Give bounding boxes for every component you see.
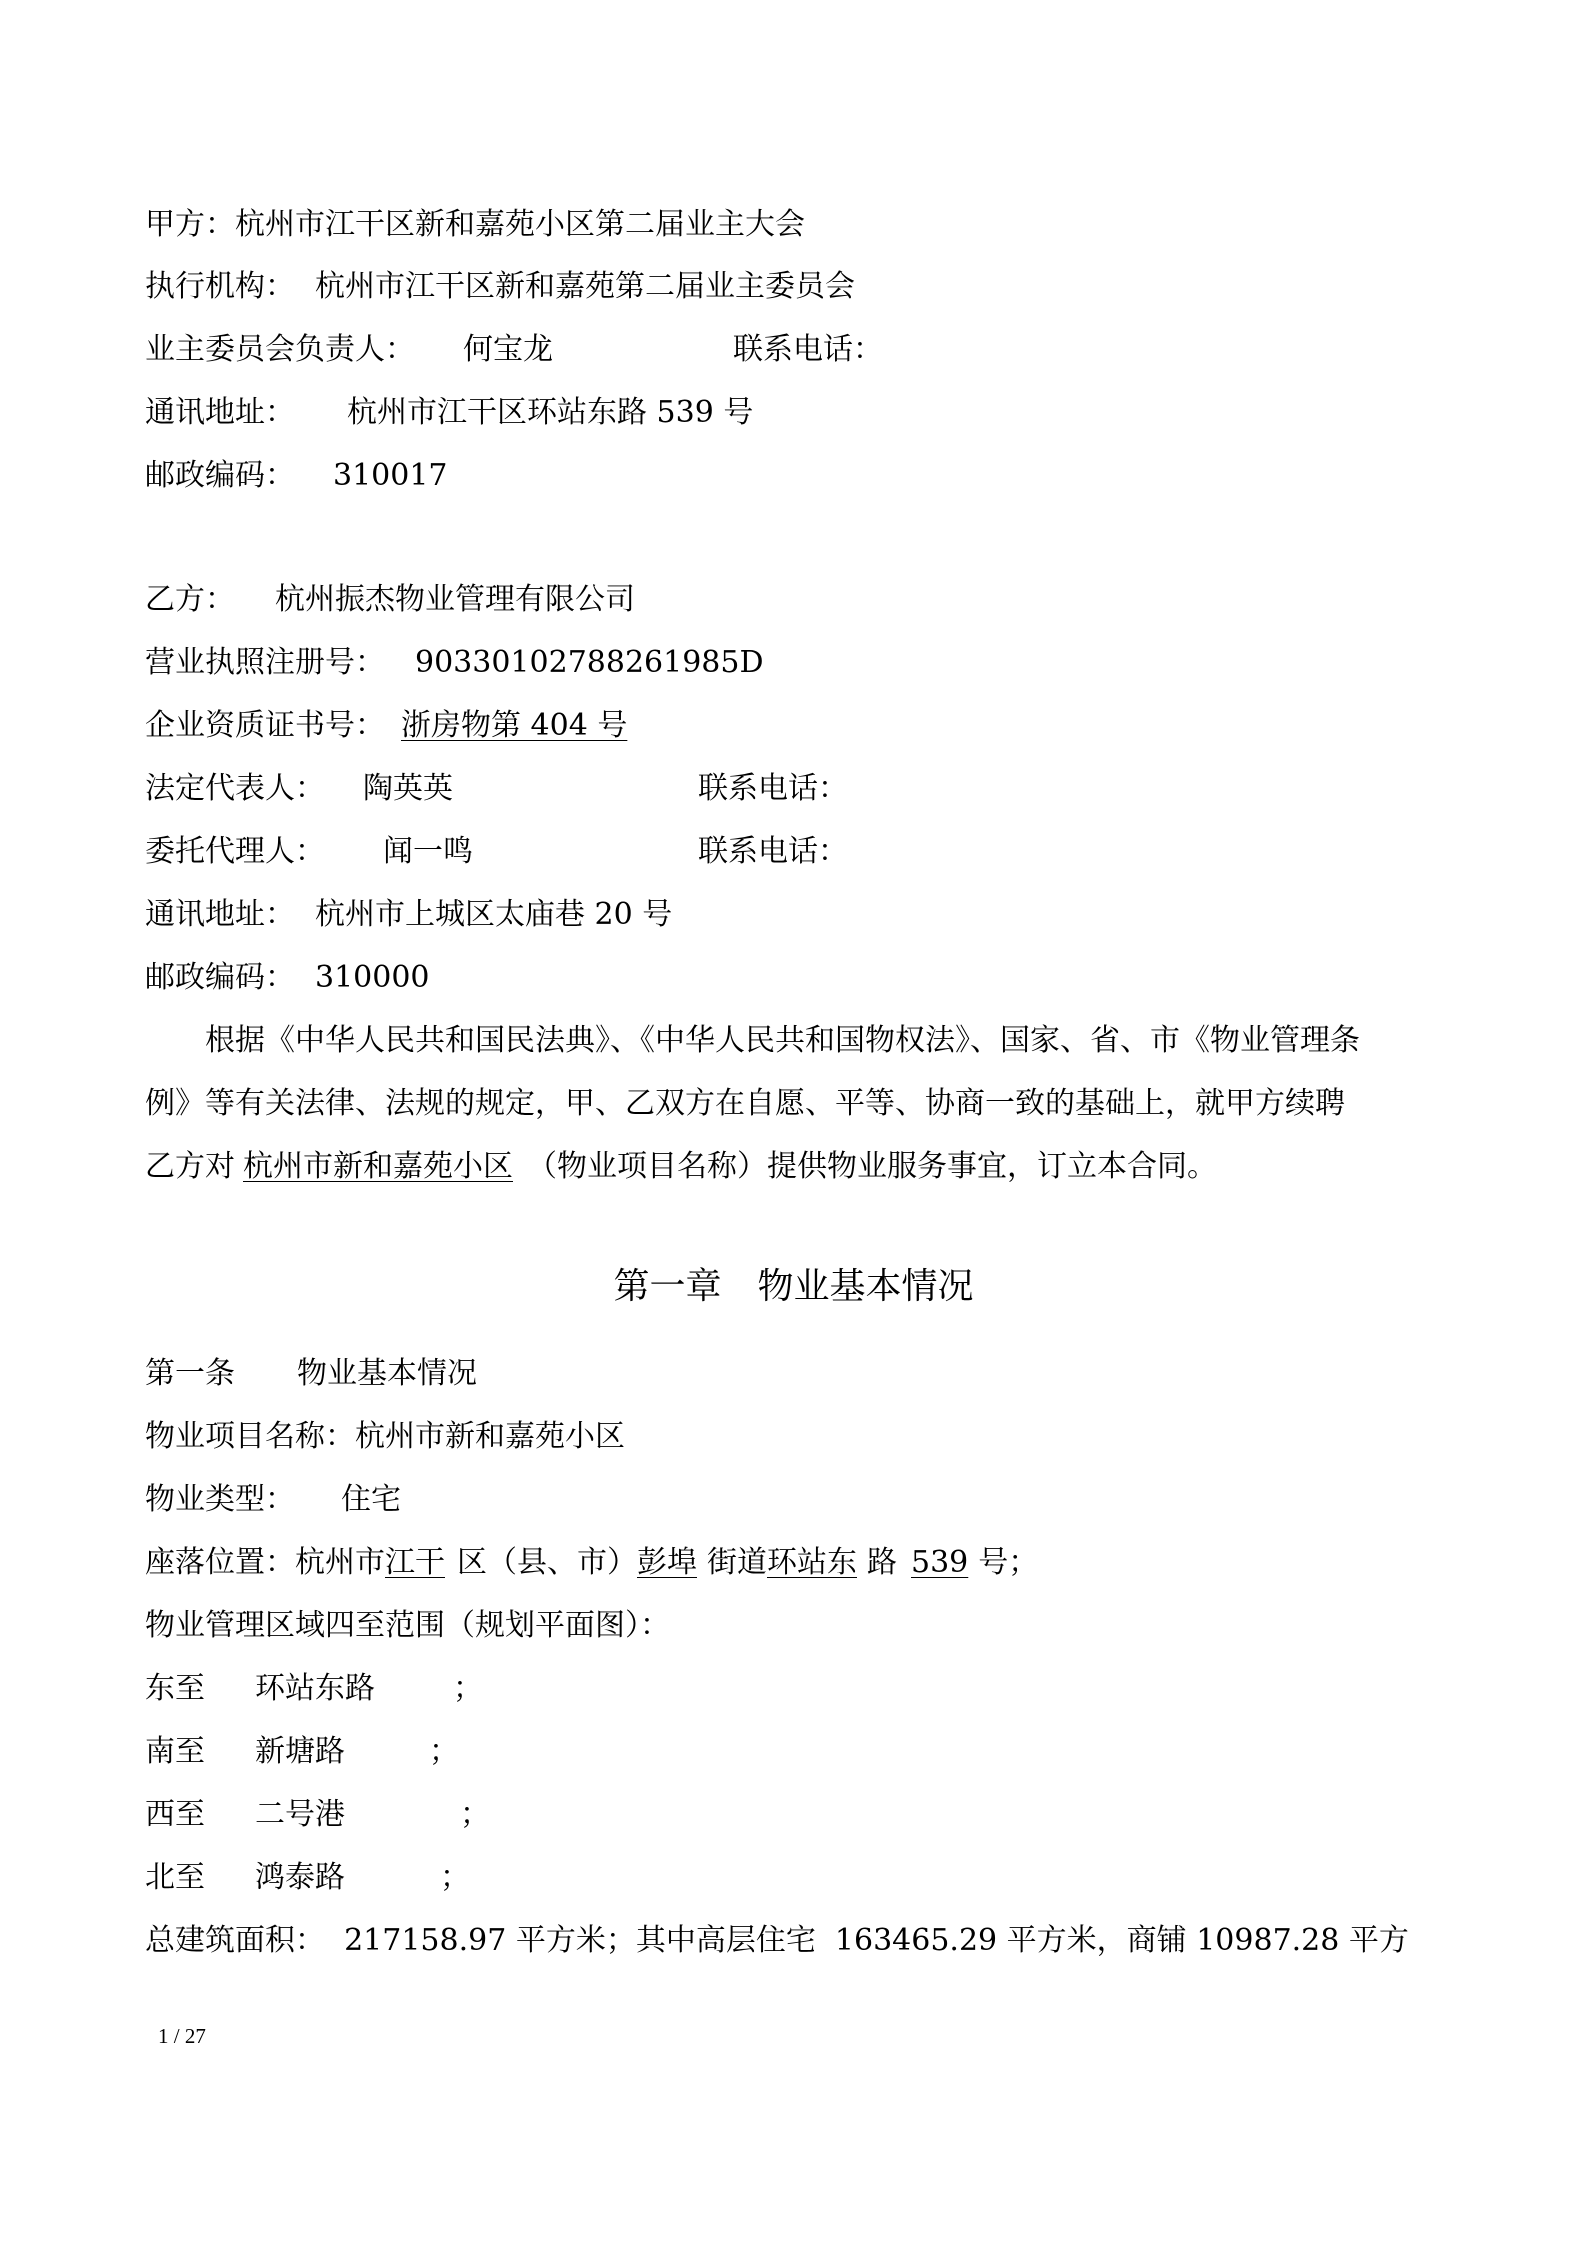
license-line [145, 643, 764, 683]
party-b-postcode: 310000 [315, 960, 430, 995]
location-text-3: 路 [867, 1545, 897, 1580]
party-a-phone-label: 联系电话： [733, 332, 883, 367]
party-b-name: 杭州振杰物业管理有限公司 [275, 582, 635, 617]
west-boundary-line [145, 1795, 490, 1835]
party-b-address: 杭州市上城区太庙巷 20 号 [315, 897, 673, 932]
qualification-label: 企业资质证书号： [145, 708, 385, 743]
project-name-line [145, 1417, 625, 1457]
location-district: 江干 [385, 1545, 445, 1580]
party-a-postcode: 310017 [333, 458, 448, 493]
south-boundary-line [145, 1732, 459, 1772]
agent-phone-label: 联系电话： [698, 834, 848, 869]
license-label: 营业执照注册号： [145, 645, 385, 680]
party-b-address-label: 通讯地址： [145, 897, 295, 932]
location-text-4: 号； [978, 1545, 1039, 1580]
south-label: 南至 [145, 1734, 205, 1769]
qualification-line [145, 706, 665, 746]
exec-body-label: 执行机构： [145, 269, 295, 304]
preamble-line-1: 根据《中华人民共和国民法典》、《中华人民共和国物权法》、国家、省、市《物业管理条 [205, 1023, 1360, 1058]
boundary-label: 物业管理区域四至范围（规划平面图）： [145, 1608, 670, 1643]
preamble-project-name: 杭州市新和嘉苑小区 [243, 1149, 513, 1184]
total-area-line: 总建筑面积： 217158.97 平方米；其中高层住宅 163465.29 平方米，商铺 10987.28 平方 [145, 1923, 1409, 1958]
owner-committee-head: 何宝龙 [463, 332, 553, 367]
preamble-line-2: 例》等有关法律、法规的规定，甲、乙双方在自愿、平等、协商一致的基础上，就甲方续聘 [145, 1086, 1345, 1121]
article-heading-text: 物业基本情况 [297, 1356, 477, 1391]
property-type-value: 住宅 [341, 1482, 401, 1517]
article-number: 第一条 [145, 1356, 235, 1391]
legal-rep-name: 陶英英 [363, 771, 453, 806]
exec-body-value: 杭州市江干区新和嘉苑第二届业主委员会 [315, 269, 855, 304]
south-value: 新塘路 [255, 1734, 345, 1769]
party-a-address-label: 通讯地址： [145, 395, 295, 430]
agent-line [145, 832, 848, 872]
party-b-postcode-label: 邮政编码： [145, 960, 295, 995]
agent-name: 闻一鸣 [383, 834, 473, 869]
license-number: 90330102788261985D [415, 645, 764, 680]
party-b-label: 乙方： [145, 582, 235, 617]
location-street: 彭埠 [637, 1545, 697, 1580]
legal-rep-label: 法定代表人： [145, 771, 325, 806]
party-b-address-line [145, 895, 672, 935]
party-a-label: 甲方： [145, 207, 235, 242]
qualification-number: 浙房物第 404 号 [401, 708, 628, 743]
article-1-heading [145, 1354, 477, 1394]
west-semicolon: ； [460, 1797, 490, 1832]
property-type-line [145, 1480, 401, 1520]
party-a-postcode-line [145, 456, 448, 496]
south-semicolon: ； [429, 1734, 459, 1769]
preamble-suffix: （物业项目名称）提供物业服务事宜，订立本合同。 [527, 1149, 1217, 1184]
north-semicolon: ； [440, 1860, 470, 1895]
east-semicolon: ； [453, 1671, 483, 1706]
east-boundary-line [145, 1669, 483, 1709]
property-type-label: 物业类型： [145, 1482, 295, 1517]
location-number: 539 [911, 1545, 969, 1580]
exec-body-line [145, 267, 855, 307]
party-a-address-line [145, 393, 753, 433]
party-a-line [145, 205, 805, 245]
north-value: 鸿泰路 [255, 1860, 345, 1895]
west-value: 二号港 [255, 1797, 345, 1832]
party-a-postcode-label: 邮政编码： [145, 458, 295, 493]
north-boundary-line [145, 1858, 470, 1898]
east-value: 环站东路 [255, 1671, 375, 1706]
party-b-postcode-line [145, 958, 430, 998]
party-b-line [145, 580, 635, 620]
legal-rep-line [145, 769, 848, 809]
agent-label: 委托代理人： [145, 834, 325, 869]
project-name-value: 杭州市新和嘉苑小区 [355, 1419, 625, 1454]
page-number: 1 / 27 [158, 2024, 206, 2048]
preamble-prefix: 乙方对 [145, 1149, 235, 1184]
owner-committee-line [145, 330, 883, 370]
preamble-line-3 [145, 1147, 1217, 1187]
east-label: 东至 [145, 1671, 205, 1706]
legal-rep-phone-label: 联系电话： [698, 771, 848, 806]
north-label: 北至 [145, 1860, 205, 1895]
project-name-label: 物业项目名称： [145, 1419, 355, 1454]
location-label: 座落位置：杭州市 [145, 1545, 385, 1580]
party-a-name: 杭州市江干区新和嘉苑小区第二届业主大会 [235, 207, 805, 242]
chapter-title: 第一章 物业基本情况 [613, 1266, 974, 1307]
owner-committee-label: 业主委员会负责人： [145, 332, 415, 367]
location-text-2: 街道 [707, 1545, 767, 1580]
location-line [145, 1543, 1038, 1583]
location-text-1: 区（县、市） [457, 1545, 637, 1580]
location-road: 环站东 [767, 1545, 857, 1580]
west-label: 西至 [145, 1797, 205, 1832]
party-a-address: 杭州市江干区环站东路 539 号 [347, 395, 754, 430]
